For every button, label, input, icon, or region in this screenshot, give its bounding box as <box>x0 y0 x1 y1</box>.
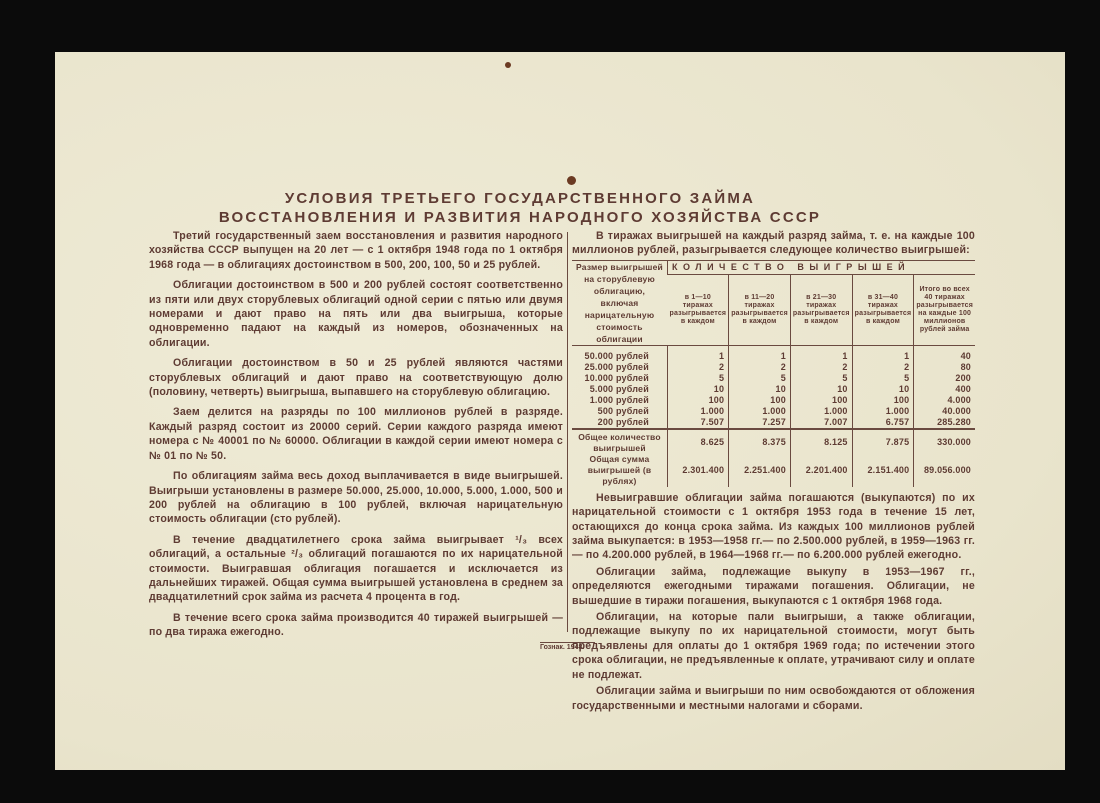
table-cell: 6.757 <box>852 417 914 429</box>
paragraph: Облигации займа и выигрыши по ним освобождаются от обложения государственными и местными налогами и сборами. <box>572 685 975 712</box>
table-cell: 2.201.400 <box>790 454 852 487</box>
table-cell: 285.280 <box>914 417 975 429</box>
table-cell: 1 <box>852 345 914 362</box>
sub-header: Итого во всех 40 тиражах разыгрывается на каждые 100 миллионов рублей займа <box>914 274 975 345</box>
col1-header: Размер выигрышей на сторублевую облигацию, включая нарицательную стоимость облигации <box>572 260 668 345</box>
table-cell: 2 <box>729 362 791 373</box>
table-cell: 1 <box>790 345 852 362</box>
paragraph: Облигации достоинством в 500 и 200 рублей состоят соответственно из пяти или двух сторублевых облигаций одной серии с пятью или двумя номерами и дают право на пять или два выигрыша, которые одновременно падают на каждый из номеров, обозначенных на облигации. <box>149 279 563 349</box>
table-cell: 10 <box>790 384 852 395</box>
table-cell: 80 <box>914 362 975 373</box>
row-label: 200 рублей <box>597 416 649 427</box>
table-row <box>572 362 975 373</box>
right-column <box>572 229 975 719</box>
table-cell: 200 <box>914 373 975 384</box>
column-divider <box>567 232 568 632</box>
table-row <box>572 406 975 417</box>
table-cell: 2 <box>668 362 729 373</box>
table-cell: 400 <box>914 384 975 395</box>
table-cell: 7.507 <box>668 417 729 429</box>
paragraph: В течение двадцатилетнего срока займа выигрывает ¹/₃ всех облигаций, а остальные ²/₃ облигаций погашаются по их нарицательной стоимости. Выигравшая облигация погашается и исключается из дальнейших тиражей. Общая сумма выигрышей установлена в среднем за двадцатилетний срок займа из расчета 4 процента в год. <box>149 533 563 604</box>
row-label: 1.000 рублей <box>589 394 649 405</box>
table-row <box>572 417 975 429</box>
table-cell: 5 <box>668 373 729 384</box>
table-cell: 5 <box>852 373 914 384</box>
sub-header: в 31—40 тиражах разыгрывается в каждом <box>852 274 914 345</box>
paragraph: По облигациям займа весь доход выплачивается в виде выигрышей. Выигрыши установлены в размере 50.000, 25.000, 10.000, 5.000, 1.000, 500 и 200 рублей на облигацию в 100 рублей, включая нарицательную стоимость облигации (сто рублей). <box>149 470 563 526</box>
sub-header: в 11—20 тиражах разыгрывается в каждом <box>729 274 791 345</box>
row-label: 500 рублей <box>597 405 649 416</box>
table-cell: 10 <box>668 384 729 395</box>
table-row <box>572 454 975 487</box>
table-cell: 100 <box>852 395 914 406</box>
row-label: 5.000 рублей <box>589 383 649 394</box>
stain-mark <box>567 176 576 185</box>
row-label: 10.000 рублей <box>584 372 649 383</box>
stain-mark <box>505 62 511 68</box>
paragraph: Облигации достоинством в 50 и 25 рублей являются частями сторублевых облигаций и дают право на соответствующую долю (половину, четверть) выигрыша, выпавшего на сторублевую облигацию. <box>149 357 563 399</box>
table-row <box>572 395 975 406</box>
table-cell: 5 <box>729 373 791 384</box>
left-column <box>149 229 563 646</box>
table-cell: 100 <box>668 395 729 406</box>
winnings-table <box>572 260 975 487</box>
table-cell: 89.056.000 <box>914 454 975 487</box>
table-cell: 1 <box>668 345 729 362</box>
title-line-1: УСЛОВИЯ ТРЕТЬЕГО ГОСУДАРСТВЕННОГО ЗАЙМА <box>284 190 756 207</box>
table-cell: 4.000 <box>914 395 975 406</box>
table-cell: 40 <box>914 345 975 362</box>
table-cell: 7.007 <box>790 417 852 429</box>
table-cell: 8.375 <box>729 429 791 454</box>
table-cell: 100 <box>729 395 791 406</box>
paragraph: Облигации займа, подлежащие выкупу в 1953—1967 гг., определяются ежегодными тиражами погашения. Облигации, не вышедшие в тиражи погашения, выкупаются с 1 октября 1968 года. <box>572 565 975 607</box>
table-row <box>572 429 975 454</box>
table-cell: 1.000 <box>668 406 729 417</box>
row-label: 50.000 рублей <box>584 350 649 361</box>
table-cell: 5 <box>790 373 852 384</box>
sub-header: в 21—30 тиражах разыгрывается в каждом <box>790 274 852 345</box>
table-cell: 2.251.400 <box>729 454 791 487</box>
table-cell: 330.000 <box>914 429 975 454</box>
table-cell: 40.000 <box>914 406 975 417</box>
table-cell: 10 <box>729 384 791 395</box>
table-cell: 2.151.400 <box>852 454 914 487</box>
table-cell: 10 <box>852 384 914 395</box>
table-row <box>572 373 975 384</box>
table-cell: 8.125 <box>790 429 852 454</box>
table-cell: 2 <box>852 362 914 373</box>
table-row <box>572 345 975 362</box>
title-line-2: ВОССТАНОВЛЕНИЯ И РАЗВИТИЯ НАРОДНОГО ХОЗЯЙСТВА СССР <box>218 209 822 226</box>
paragraph: Облигации, на которые пали выигрыши, а также облигации, подлежащие выкупу по их нарицательной стоимости, могут быть предъявлены для оплаты до 1 октября 1969 года; по истечении этого срока облигации, не предъявленные к оплате, утрачивают силу и оплате не подлежат. <box>572 611 975 681</box>
row-label: Общая сумма выигрышей (в рублях) <box>587 453 652 486</box>
row-label: 25.000 рублей <box>584 361 649 372</box>
table-cell: 1.000 <box>790 406 852 417</box>
paragraph: Заем делится на разряды по 100 миллионов рублей в разряде. Каждый разряд состоит из 20000 серий. Серии каждого разряда имеют номера с № 40001 по № 60000. Облигации в каждой серии имеют номера с № 01 по № 50. <box>149 406 563 462</box>
sub-header: в 1—10 тиражах разыгрывается в каждом <box>668 274 729 345</box>
table-cell: 8.625 <box>668 429 729 454</box>
paragraph: В течение всего срока займа производится 40 тиражей выигрышей — по два тиража ежегодно. <box>149 611 563 639</box>
table-cell: 7.257 <box>729 417 791 429</box>
table-cell: 2.301.400 <box>668 454 729 487</box>
table-row <box>572 384 975 395</box>
paragraph: Третий государственный заем восстановления и развития народного хозяйства СССР выпущен на 20 лет — с 1 октября 1948 года по 1 октября 1968 года — в облигациях достоинством в 500, 200, 100, 50 и 25 рублей. <box>149 230 563 271</box>
table-cell: 2 <box>790 362 852 373</box>
row-label: Общее количество выигрышей <box>572 429 668 454</box>
table-cell: 1 <box>729 345 791 362</box>
group-header: КОЛИЧЕСТВО ВЫИГРЫШЕЙ <box>668 260 976 274</box>
table-cell: 1.000 <box>852 406 914 417</box>
table-cell: 1.000 <box>729 406 791 417</box>
imprint: Гознак. 1948. <box>540 642 595 651</box>
table-cell: 7.875 <box>852 429 914 454</box>
paragraph: Невыигравшие облигации займа погашаются (выкупаются) по их нарицательной стоимости с 1 октября 1953 года в течение 15 лет, остающихся до конца срока займа. Из каждых 100 миллионов рублей займа выкупается: в 1953—1958 гг.— по 2.500.000 рублей, в 1959—1963 гг.— по 4.200.000 рублей, в 1964—1968 гг.— по 6.200.000 рублей ежегодно. <box>572 491 975 562</box>
table-cell: 100 <box>790 395 852 406</box>
table-intro: В тиражах выигрышей на каждый разряд займа, т. е. на каждые 100 миллионов рублей, разыгрывается следующее количество выигрышей: <box>572 230 975 257</box>
